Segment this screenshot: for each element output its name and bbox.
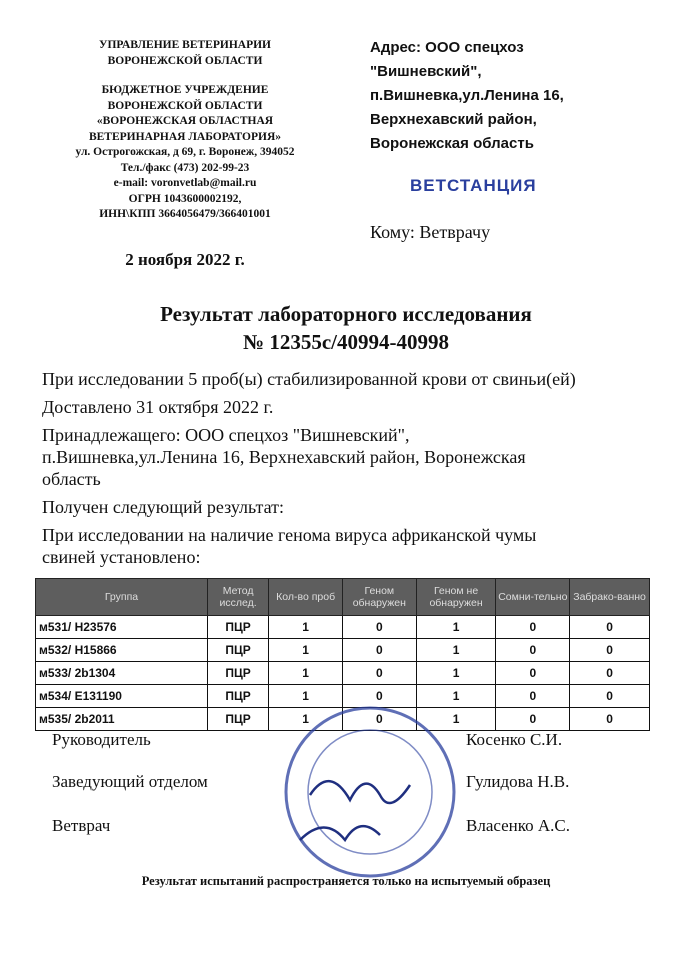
table-cell: м532/ H15866 [36, 639, 208, 662]
table-cell: 1 [269, 616, 343, 639]
org-line: ВЕТЕРИНАРНАЯ ЛАБОРАТОРИЯ» [88, 130, 282, 143]
table-cell: ПЦР [207, 708, 268, 731]
org-line: ВОРОНЕЖСКОЙ ОБЛАСТИ [107, 54, 263, 67]
org-line: УПРАВЛЕНИЕ ВЕТЕРИНАРИИ [99, 39, 271, 51]
table-cell: м533/ 2b1304 [36, 662, 208, 685]
signature-role: Ветврач [52, 816, 111, 835]
table-cell: ПЦР [207, 685, 268, 708]
table-cell: ПЦР [207, 662, 268, 685]
addressee: Кому: Ветврачу [370, 222, 491, 242]
table-cell: м534/ E131190 [36, 685, 208, 708]
table-cell: 0 [342, 685, 416, 708]
body-line: Принадлежащего: ООО спецхоз "Вишневский", [42, 425, 410, 445]
table-cell: 0 [570, 662, 650, 685]
column-header: Кол-во проб [269, 579, 343, 616]
table-cell: 0 [570, 616, 650, 639]
table-cell: 1 [416, 616, 496, 639]
table-cell: 1 [269, 708, 343, 731]
body-line: При исследовании на наличие генома вируса африканской чумы [42, 525, 537, 545]
table-row [36, 662, 650, 685]
column-header: Забрако-ванно [570, 579, 650, 616]
table-cell: 0 [342, 616, 416, 639]
table-cell: 0 [496, 616, 570, 639]
table-cell: 1 [416, 708, 496, 731]
table-cell: 0 [496, 662, 570, 685]
signature-role: Руководитель [52, 730, 151, 749]
document-body [42, 368, 652, 568]
body-line: При исследовании 5 проб(ы) стабилизированной крови от свиньи(ей) [42, 369, 576, 389]
table-cell: ПЦР [207, 639, 268, 662]
address-line: Верхнехавский район, [370, 111, 537, 128]
address-line: Адрес: ООО спецхоз [370, 39, 524, 56]
table-cell: 1 [416, 662, 496, 685]
body-line: свиней установлено: [42, 547, 201, 567]
column-header: Геном не обнаружен [416, 579, 496, 616]
vet-station-stamp: ВЕТСТАНЦИЯ [410, 176, 537, 195]
table-cell: 1 [269, 662, 343, 685]
table-cell: 1 [416, 639, 496, 662]
address-line: Воронежская область [370, 135, 534, 152]
table-cell: 0 [496, 708, 570, 731]
document-number: № 12355с/40994-40998 [242, 330, 449, 354]
column-header: Метод исслед. [207, 579, 268, 616]
table-cell: 0 [570, 708, 650, 731]
address-line: "Вишневский", [370, 63, 482, 80]
column-header: Сомни-тельно [496, 579, 570, 616]
table-cell: 0 [342, 662, 416, 685]
org-line: e-mail: voronvetlab@mail.ru [113, 177, 257, 189]
column-header: Геном обнаружен [342, 579, 416, 616]
table-cell: 0 [342, 639, 416, 662]
signature-name: Власенко А.С. [466, 816, 571, 835]
table-cell: ПЦР [207, 616, 268, 639]
column-header: Группа [36, 579, 208, 616]
official-seal [270, 700, 470, 890]
body-line: п.Вишневка,ул.Ленина 16, Верхнехавский район, Воронежская [42, 447, 526, 467]
title-line: Результат лабораторного исследования [160, 302, 532, 326]
body-line: Получен следующий результат: [42, 497, 285, 517]
table-cell: 0 [570, 639, 650, 662]
body-line: Доставлено 31 октября 2022 г. [42, 397, 274, 417]
body-line: область [42, 469, 101, 489]
document-date: 2 ноября 2022 г. [125, 250, 245, 269]
table-cell: м535/ 2b2011 [36, 708, 208, 731]
document-title [0, 300, 692, 356]
org-line: ОГРН 1043600002192, [128, 192, 242, 205]
table-cell: 1 [269, 639, 343, 662]
org-line: «ВОРОНЕЖСКАЯ ОБЛАСТНАЯ [96, 115, 274, 127]
table-cell: 0 [342, 708, 416, 731]
table-cell: 0 [570, 685, 650, 708]
footer-note: Результат испытаний распространяется только на испытуемый образец [141, 874, 551, 888]
signature-role: Заведующий отделом [52, 772, 208, 791]
table-cell: 0 [496, 685, 570, 708]
org-line: БЮДЖЕТНОЕ УЧРЕЖДЕНИЕ [101, 84, 269, 96]
signature-name: Гулидова Н.В. [466, 772, 570, 791]
org-line: Тел./факс (473) 202-99-23 [120, 161, 250, 174]
recipient-address [370, 36, 564, 156]
org-line: ул. Острогожская, д 69, г. Воронеж, 394052 [75, 146, 295, 158]
signature-name: Косенко С.И. [466, 730, 563, 749]
organization-header [40, 38, 330, 223]
address-line: п.Вишневка,ул.Ленина 16, [370, 87, 564, 104]
table-row [36, 616, 650, 639]
table-cell: 1 [269, 685, 343, 708]
table-cell: 1 [416, 685, 496, 708]
table-row [36, 639, 650, 662]
org-line: ИНН\КПП 3664056479/366401001 [99, 208, 271, 220]
org-line: ВОРОНЕЖСКОЙ ОБЛАСТИ [107, 99, 263, 112]
table-cell: м531/ H23576 [36, 616, 208, 639]
table-cell: 0 [496, 639, 570, 662]
